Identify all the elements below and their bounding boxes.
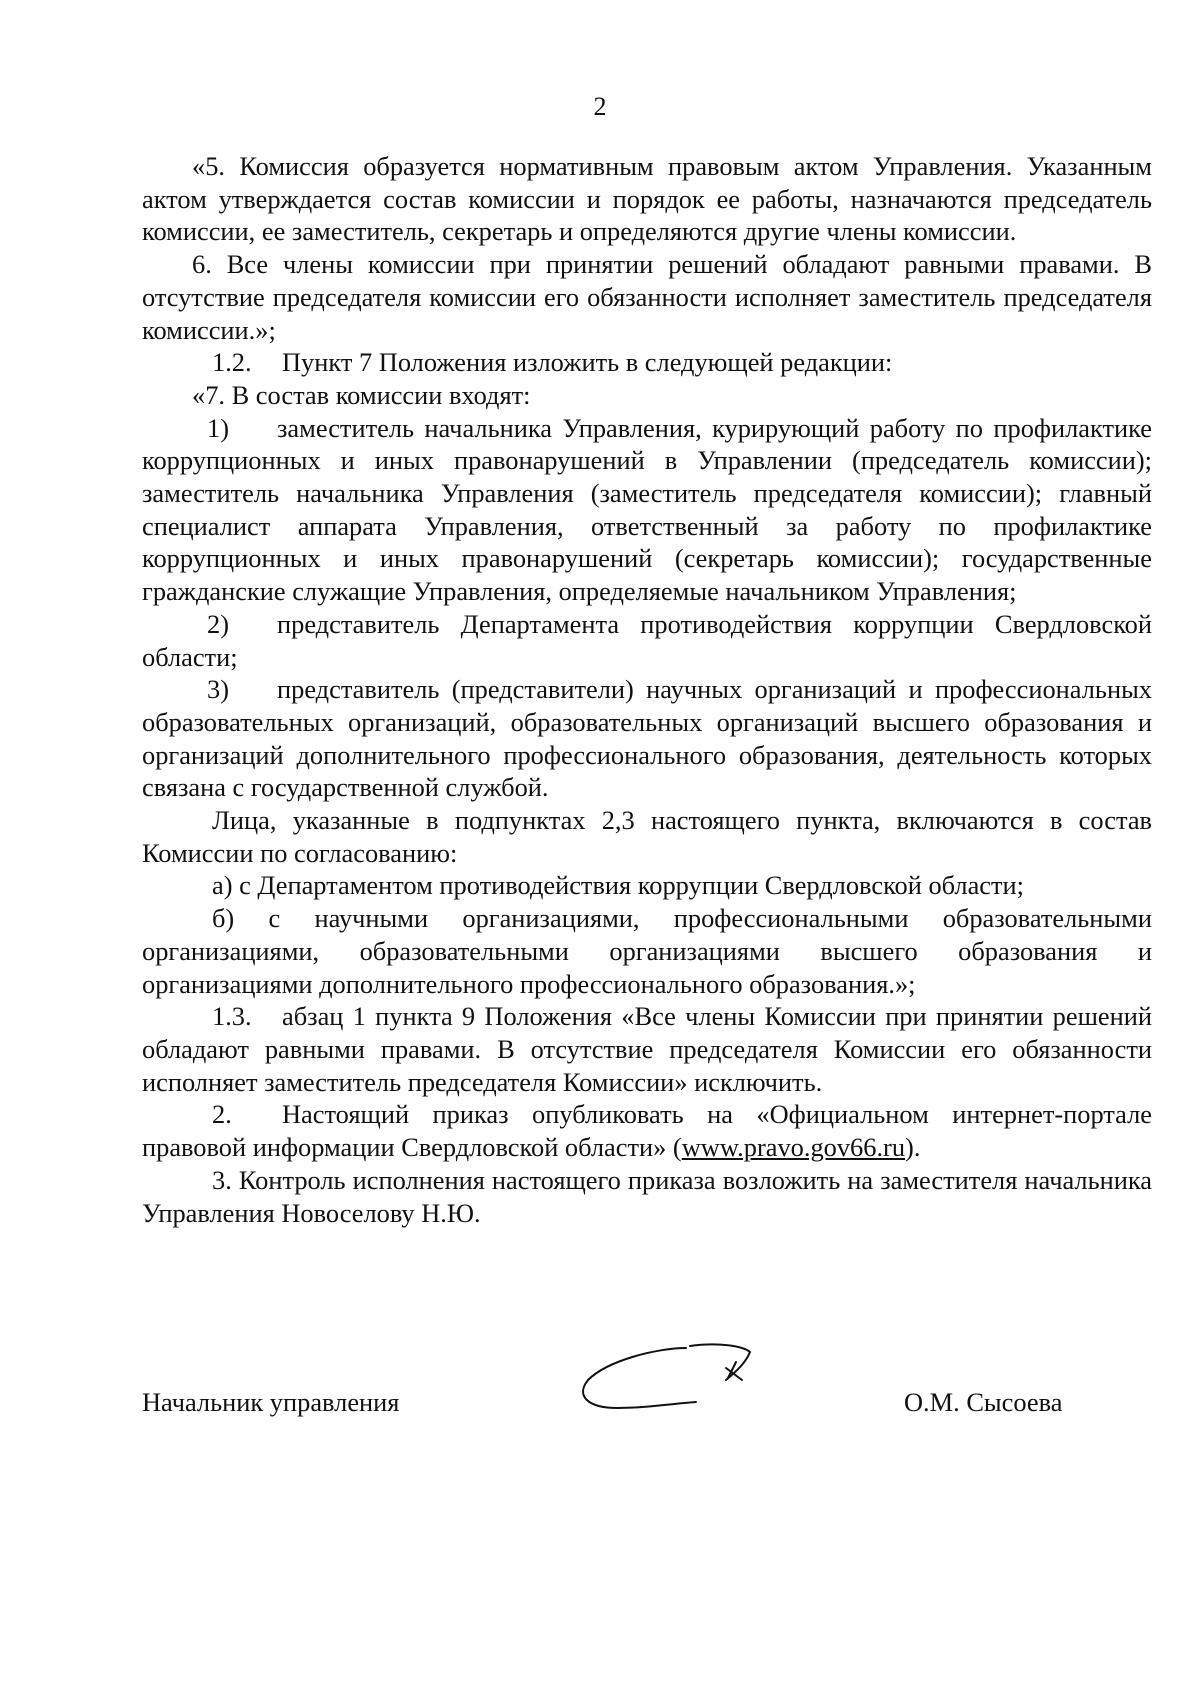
paragraph-number: 1.2. (212, 347, 252, 378)
paragraph-number: 2. (212, 1099, 232, 1130)
handwritten-signature (578, 1340, 778, 1440)
paragraph (142, 412, 1152, 608)
paragraph: а) с Департаментом противодействия коррупции Свердловской области; (212, 870, 1025, 901)
paragraph-text: представитель Департамента противодействия коррупции Свердловской области; (142, 608, 1152, 672)
paragraph: «5. Комиссия образуется нормативным правовым актом Управления. Указанным актом утверждается состав комиссии и порядок ее работы, назначаются председатель комиссии, ее заместитель, секретарь и определяются другие члены комиссии. (142, 151, 1152, 247)
paragraph-text: ). (905, 1132, 921, 1163)
paragraph (142, 1098, 1152, 1163)
paragraph-text: представитель (представители) научных организаций и профессиональных образовательных организаций, образовательных организаций высшего образования и организаций дополнительного профессионального образования, деятельность которых связана с государственной службой. (142, 674, 1152, 803)
signatory-title: Начальник управления (142, 1387, 400, 1417)
paragraph: «7. В состав комиссии входят: (192, 379, 531, 410)
paragraph (142, 346, 1152, 379)
list-number: 3) (207, 674, 229, 705)
page-number: 2 (593, 92, 607, 121)
paragraph (142, 608, 1152, 673)
paragraph (142, 1000, 1152, 1098)
list-number: 2) (207, 608, 229, 639)
paragraph-text: Пункт 7 Положения изложить в следующей редакции: (282, 347, 893, 378)
signatory-name: О.М. Сысоева (904, 1387, 1063, 1417)
paragraph-text: заместитель начальника Управления, курирующий работу по профилактике коррупционных и иных правонарушений в Управлении (председатель комиссии); заместитель начальника Управления (заместитель председателя комиссии); главный специалист аппарата Управления, ответственный за работу по профилактике коррупционных и иных правонарушений (секретарь комиссии); государственные гражданские служащие Управления, определяемые начальником Управления; (142, 412, 1152, 607)
portal-link[interactable]: www.pravo.gov66.ru (681, 1132, 906, 1163)
paragraph: 3. Контроль исполнения настоящего приказа возложить на заместителя начальника Управления Новоселову Н.Ю. (142, 1164, 1152, 1228)
paragraph-text: абзац 1 пункта 9 Положения «Все члены Комиссии при принятии решений обладают равными правами. В отсутствие председателя Комиссии его обязанности исполняет заместитель председателя Комиссии» исключить. (142, 1001, 1152, 1097)
paragraph: б) с научными организациями, профессиональными образовательными организациями, образовательными организациями высшего образования и организациями дополнительного профессионального образования.»; (142, 903, 1152, 999)
paragraph-number: 1.3. (212, 1001, 252, 1032)
paragraph (142, 673, 1152, 804)
paragraph: 6. Все члены комиссии при принятии решений обладают равными правами. В отсутствие председателя комиссии его обязанности исполняет заместитель председателя комиссии.»; (142, 249, 1152, 345)
list-number: 1) (207, 412, 229, 443)
paragraph: Лица, указанные в подпунктах 2,3 настоящего пункта, включаются в состав Комиссии по согласованию: (142, 805, 1152, 868)
document-body (142, 150, 1152, 1229)
paragraph-text: Настоящий приказ опубликовать на «Официальном интернет-портале правовой информации Свердловской области» ( (142, 1099, 1152, 1163)
